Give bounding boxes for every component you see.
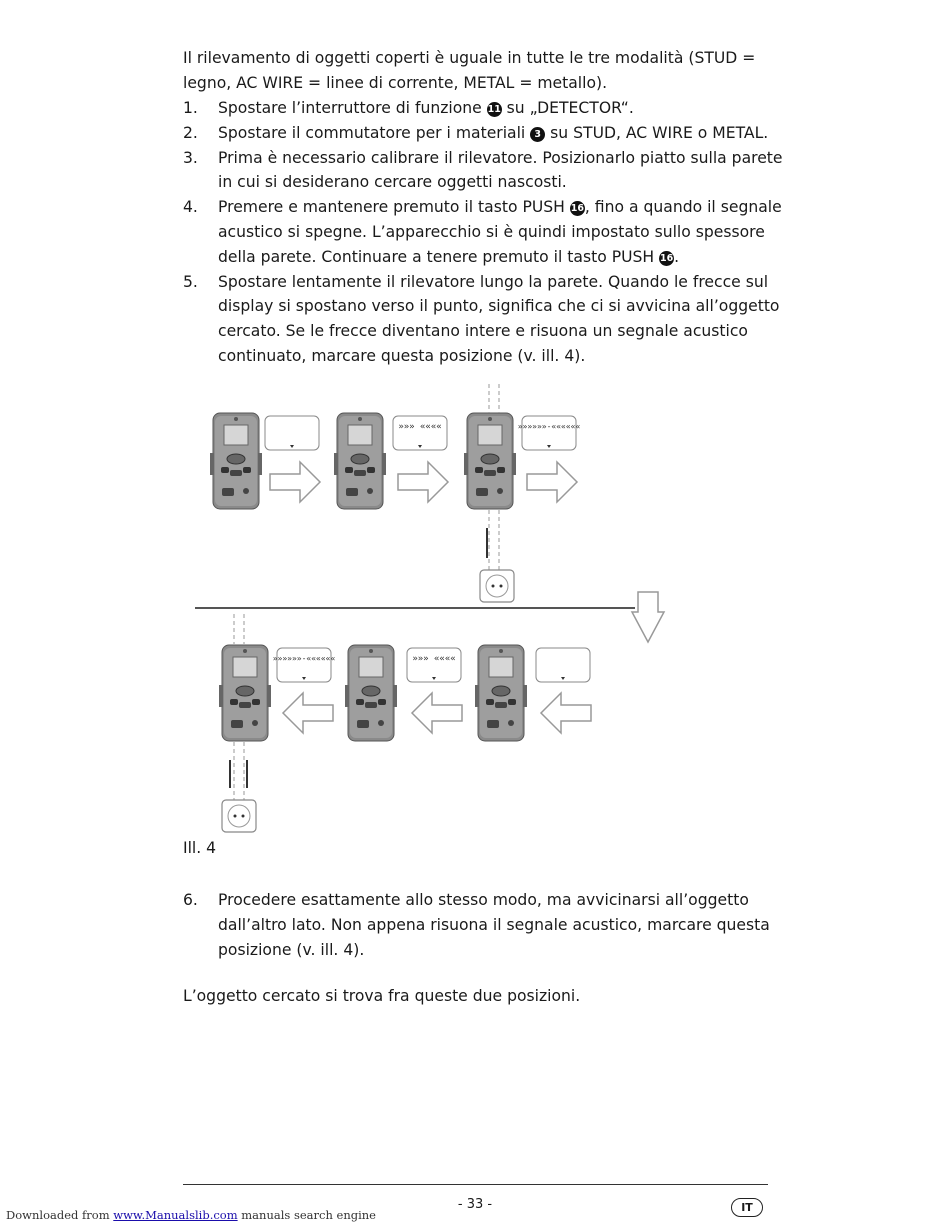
steps-list	[183, 96, 783, 369]
bottom-row	[219, 614, 591, 832]
intro-paragraph: Il rilevamento di oggetti coperti è uguale in tutte le tre modalità (STUD = legno, AC WIRE = linee di corrente, METAL = metallo).	[183, 49, 756, 92]
step-number: 3.	[183, 148, 198, 167]
list-item	[183, 195, 783, 269]
step-number: 1.	[183, 99, 198, 117]
illustration-4	[180, 380, 680, 840]
step-text: Procedere esattamente allo stesso modo, ma avvicinarsi all’oggetto dall’altro lato. Non appena risuona il segnale acustico, marcare questa posizione (v. ill. 4).	[218, 891, 770, 959]
list-item	[183, 270, 783, 369]
manualslib-link[interactable]: www.Manualslib.com	[113, 1208, 238, 1222]
result-paragraph: L’oggetto cercato si trova fra queste due posizioni.	[183, 987, 581, 1005]
step-text: Spostare il commutatore per i materiali 3 su STUD, AC WIRE o METAL.	[218, 123, 769, 142]
step-number: 6.	[183, 891, 198, 909]
step-number: 5.	[183, 272, 198, 291]
display-arrows-bottom-0: »»»»»»-««««««	[272, 654, 336, 663]
ref-marker-icon: 16	[570, 203, 584, 215]
step-text: Spostare l’interruttore di funzione 11 su „DETECTOR“.	[218, 99, 634, 117]
list-item	[183, 121, 783, 146]
down-arrow-icon	[632, 592, 664, 642]
display-arrows-top-1: »»» ««««	[398, 422, 442, 432]
step-6-list	[183, 888, 783, 962]
list-item	[183, 146, 783, 196]
step-text: Premere e mantenere premuto il tasto PUSH 16, fino a quando il segnale acustico si spegne. L’apparecchio si è quindi impostato sullo spessore della parete. Continuare a tenere premuto il tasto PUSH 16.	[218, 198, 782, 266]
figure-caption: Ill. 4	[183, 839, 217, 857]
step-text: Prima è necessario calibrare il rilevatore. Posizionarlo piatto sulla parete in cui si desiderano cercare oggetti nascosti.	[218, 148, 783, 192]
step-number: 2.	[183, 123, 198, 142]
language-badge: IT	[731, 1198, 763, 1217]
ref-marker-icon: 11	[487, 104, 501, 115]
ref-marker-icon: 16	[659, 252, 674, 264]
page-number: - 33 -	[457, 1197, 493, 1212]
step-number: 4.	[183, 198, 198, 217]
display-arrows-top-2: »»»»»»-««««««	[517, 422, 581, 431]
top-row	[210, 384, 580, 602]
display-arrows-bottom-1: »»» ««««	[412, 654, 456, 664]
footer-rule	[183, 1184, 768, 1185]
download-note: Downloaded from www.Manualslib.com manuals search engine	[6, 1208, 376, 1222]
list-item	[183, 888, 783, 962]
ref-marker-icon: 3	[530, 127, 545, 142]
step-text: Spostare lentamente il rilevatore lungo la parete. Quando le frecce sul display si spostano verso il punto, significa che ci si avvicina all’oggetto cercato. Se le frecce diventano intere e risuona un segnale acustico continuato, marcare questa posizione (v. ill. 4).	[218, 272, 780, 365]
list-item	[183, 96, 783, 121]
